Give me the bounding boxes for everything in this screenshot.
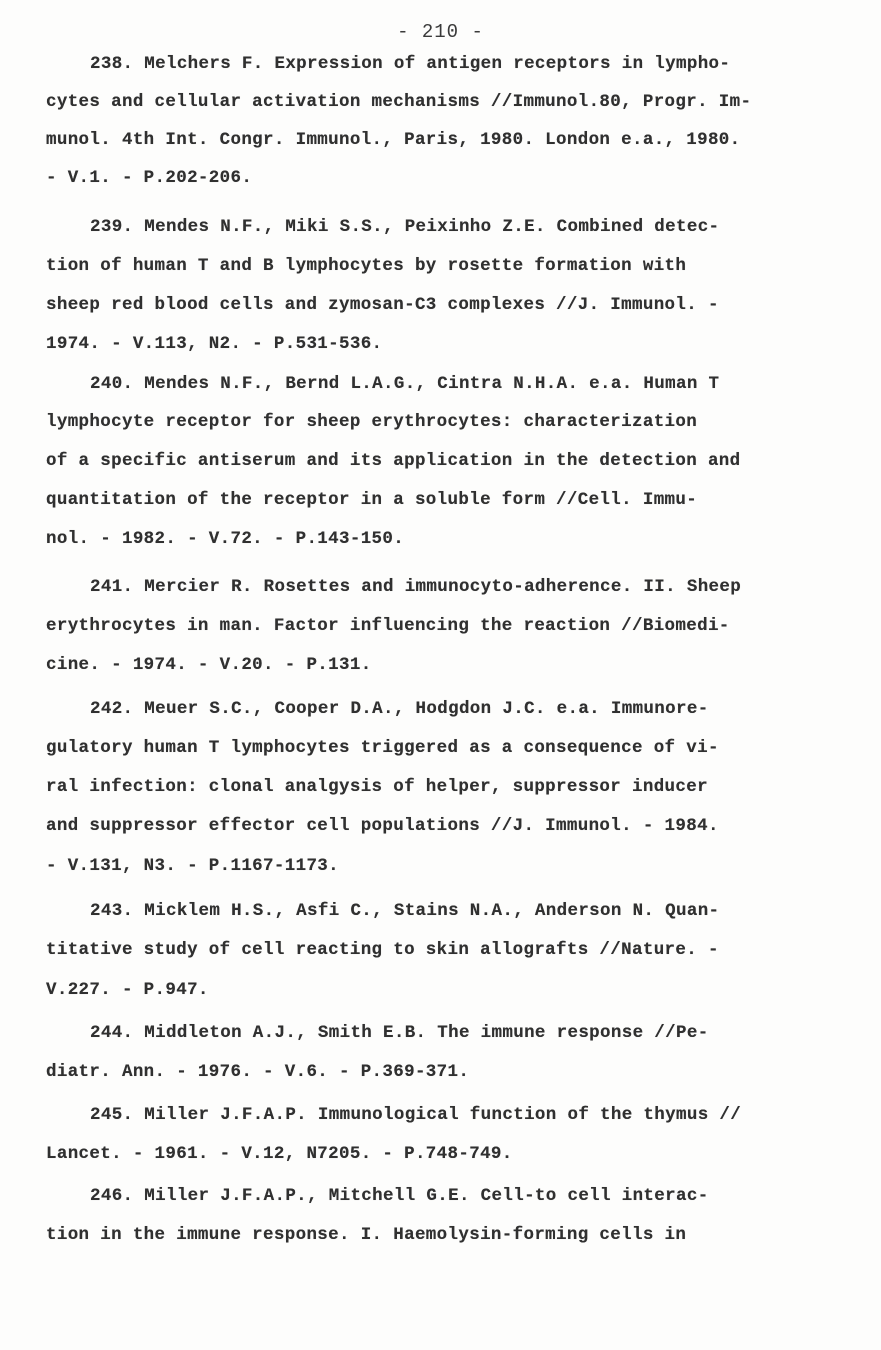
reference-line: cine. - 1974. - V.20. - P.131. xyxy=(46,655,372,675)
reference-line: 242. Meuer S.C., Cooper D.A., Hodgdon J.C. e.a. Immunore- xyxy=(90,699,709,719)
reference-line: 1974. - V.113, N2. - P.531-536. xyxy=(46,334,383,354)
reference-line: nol. - 1982. - V.72. - P.143-150. xyxy=(46,529,405,549)
reference-line: tion of human T and B lymphocytes by rosette formation with xyxy=(46,256,687,276)
page-number: - 210 - xyxy=(397,21,484,43)
reference-line: 245. Miller J.F.A.P. Immunological function of the thymus // xyxy=(90,1105,742,1125)
reference-line: quantitation of the receptor in a soluble form //Cell. Immu- xyxy=(46,490,698,510)
reference-line: munol. 4th Int. Congr. Immunol., Paris, 1980. London e.a., 1980. xyxy=(46,130,741,150)
reference-line: Lancet. - 1961. - V.12, N7205. - P.748-749. xyxy=(46,1144,513,1164)
reference-line: - V.1. - P.202-206. xyxy=(46,168,253,188)
reference-line: 244. Middleton A.J., Smith E.B. The immune response //Pe- xyxy=(90,1023,709,1043)
reference-line: lymphocyte receptor for sheep erythrocytes: characterization xyxy=(46,412,698,432)
reference-line: gulatory human T lymphocytes triggered as a consequence of vi- xyxy=(46,738,719,758)
reference-line: 238. Melchers F. Expression of antigen receptors in lympho- xyxy=(90,54,731,74)
reference-line: V.227. - P.947. xyxy=(46,980,209,1000)
reference-line: and suppressor effector cell populations //J. Immunol. - 1984. xyxy=(46,816,719,836)
reference-line: diatr. Ann. - 1976. - V.6. - P.369-371. xyxy=(46,1062,470,1082)
reference-line: 241. Mercier R. Rosettes and immunocyto-adherence. II. Sheep xyxy=(90,577,742,597)
reference-line: 246. Miller J.F.A.P., Mitchell G.E. Cell-to cell interac- xyxy=(90,1186,709,1206)
reference-line: 240. Mendes N.F., Bernd L.A.G., Cintra N.H.A. e.a. Human T xyxy=(90,374,720,394)
reference-line: 243. Micklem H.S., Asfi C., Stains N.A., Anderson N. Quan- xyxy=(90,901,720,921)
reference-line: ral infection: clonal analgysis of helper, suppressor inducer xyxy=(46,777,708,797)
reference-line: erythrocytes in man. Factor influencing the reaction //Biomedi- xyxy=(46,616,730,636)
reference-line: of a specific antiserum and its application in the detection and xyxy=(46,451,741,471)
reference-line: sheep red blood cells and zymosan-C3 complexes //J. Immunol. - xyxy=(46,295,719,315)
reference-line: 239. Mendes N.F., Miki S.S., Peixinho Z.E. Combined detec- xyxy=(90,217,720,237)
reference-line: - V.131, N3. - P.1167-1173. xyxy=(46,856,339,876)
reference-line: cytes and cellular activation mechanisms //Immunol.80, Progr. Im- xyxy=(46,92,752,112)
reference-line: tion in the immune response. I. Haemolysin-forming cells in xyxy=(46,1225,687,1245)
reference-line: titative study of cell reacting to skin allografts //Nature. - xyxy=(46,940,719,960)
